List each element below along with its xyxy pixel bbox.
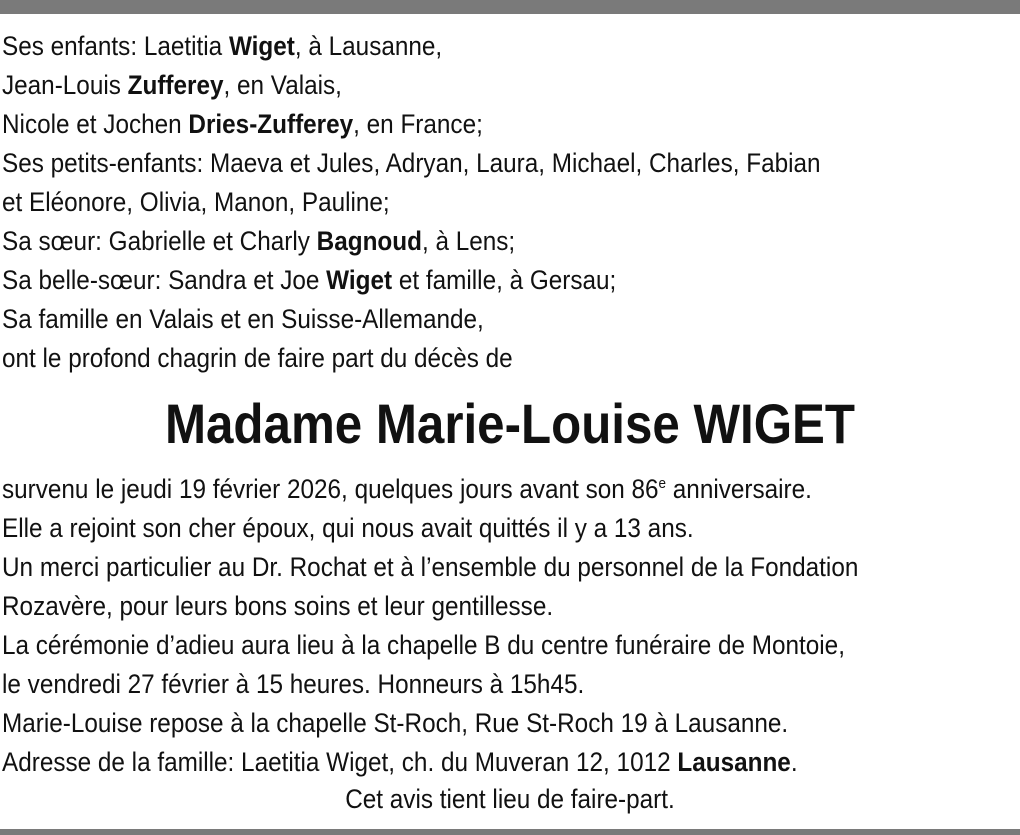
sisterinlaw-first: Sa belle-sœur: Sandra et Joe [2, 265, 327, 295]
death-date-suffix: anniversaire. [666, 474, 812, 504]
children-label: Ses enfants: Laetitia [2, 31, 229, 61]
spouse-line: Elle a rejoint son cher époux, qui nous avait quittés il y a 13 ans. [2, 513, 694, 543]
ordinal-superscript: e [658, 475, 667, 492]
child2-surname: Zufferey [127, 70, 224, 100]
sisterinlaw-line [2, 261, 916, 300]
sister-place: , à Lens; [421, 226, 516, 256]
sister-line [2, 222, 916, 261]
child1-place: , à Lausanne, [294, 31, 443, 61]
announcement-line: ont le profond chagrin de faire part du décès de [2, 343, 513, 373]
notice-details [2, 470, 1018, 782]
closing-note: Cet avis tient lieu de faire-part. [345, 784, 675, 814]
extended-family-line: Sa famille en Valais et en Suisse-Allemande, [2, 304, 484, 334]
grandchildren-line-2: et Eléonore, Olivia, Manon, Pauline; [2, 187, 390, 217]
grandchildren-line-1: Ses petits-enfants: Maeva et Jules, Adryan, Laura, Michael, Charles, Fabian [2, 148, 821, 178]
child3-place: , en France; [353, 109, 483, 139]
child3-first: Nicole et Jochen [2, 109, 189, 139]
child2-line [2, 66, 916, 105]
resting-place-line: Marie-Louise repose à la chapelle St-Roch, Rue St-Roch 19 à Lausanne. [2, 708, 789, 738]
top-border-rule [0, 0, 1020, 14]
family-address-line [2, 743, 916, 782]
address-text: Adresse de la famille: Laetitia Wiget, ch. du Muveran 12, 1012 [2, 747, 678, 777]
deceased-name: Madame Marie-Louise WIGET [164, 392, 856, 455]
death-date-line [2, 470, 916, 509]
ceremony-line-2: le vendredi 27 février à 15 heures. Honneurs à 15h45. [2, 669, 585, 699]
child2-first: Jean-Louis [2, 70, 128, 100]
death-date-text: survenu le jeudi 19 février 2026, quelques jours avant son 86 [2, 474, 659, 504]
ceremony-line-1: La cérémonie d’adieu aura lieu à la chapelle B du centre funéraire de Montoie, [2, 630, 845, 660]
family-list [2, 27, 1018, 378]
address-city: Lausanne [677, 747, 791, 777]
bottom-border-rule [0, 829, 1020, 835]
thanks-line-2: Rozavère, pour leurs bons soins et leur gentillesse. [2, 591, 554, 621]
child2-place: , en Valais, [223, 70, 342, 100]
children-line [2, 27, 916, 66]
sister-surname: Bagnoud [316, 226, 422, 256]
child3-line [2, 105, 916, 144]
sister-first: Sa sœur: Gabrielle et Charly [2, 226, 317, 256]
thanks-line-1: Un merci particulier au Dr. Rochat et à l’ensemble du personnel de la Fondation [2, 552, 859, 582]
child3-surname: Dries-Zufferey [188, 109, 354, 139]
sisterinlaw-surname: Wiget [326, 265, 393, 295]
child1-surname: Wiget [228, 31, 295, 61]
sisterinlaw-place: et famille, à Gersau; [392, 265, 617, 295]
address-end: . [790, 747, 798, 777]
